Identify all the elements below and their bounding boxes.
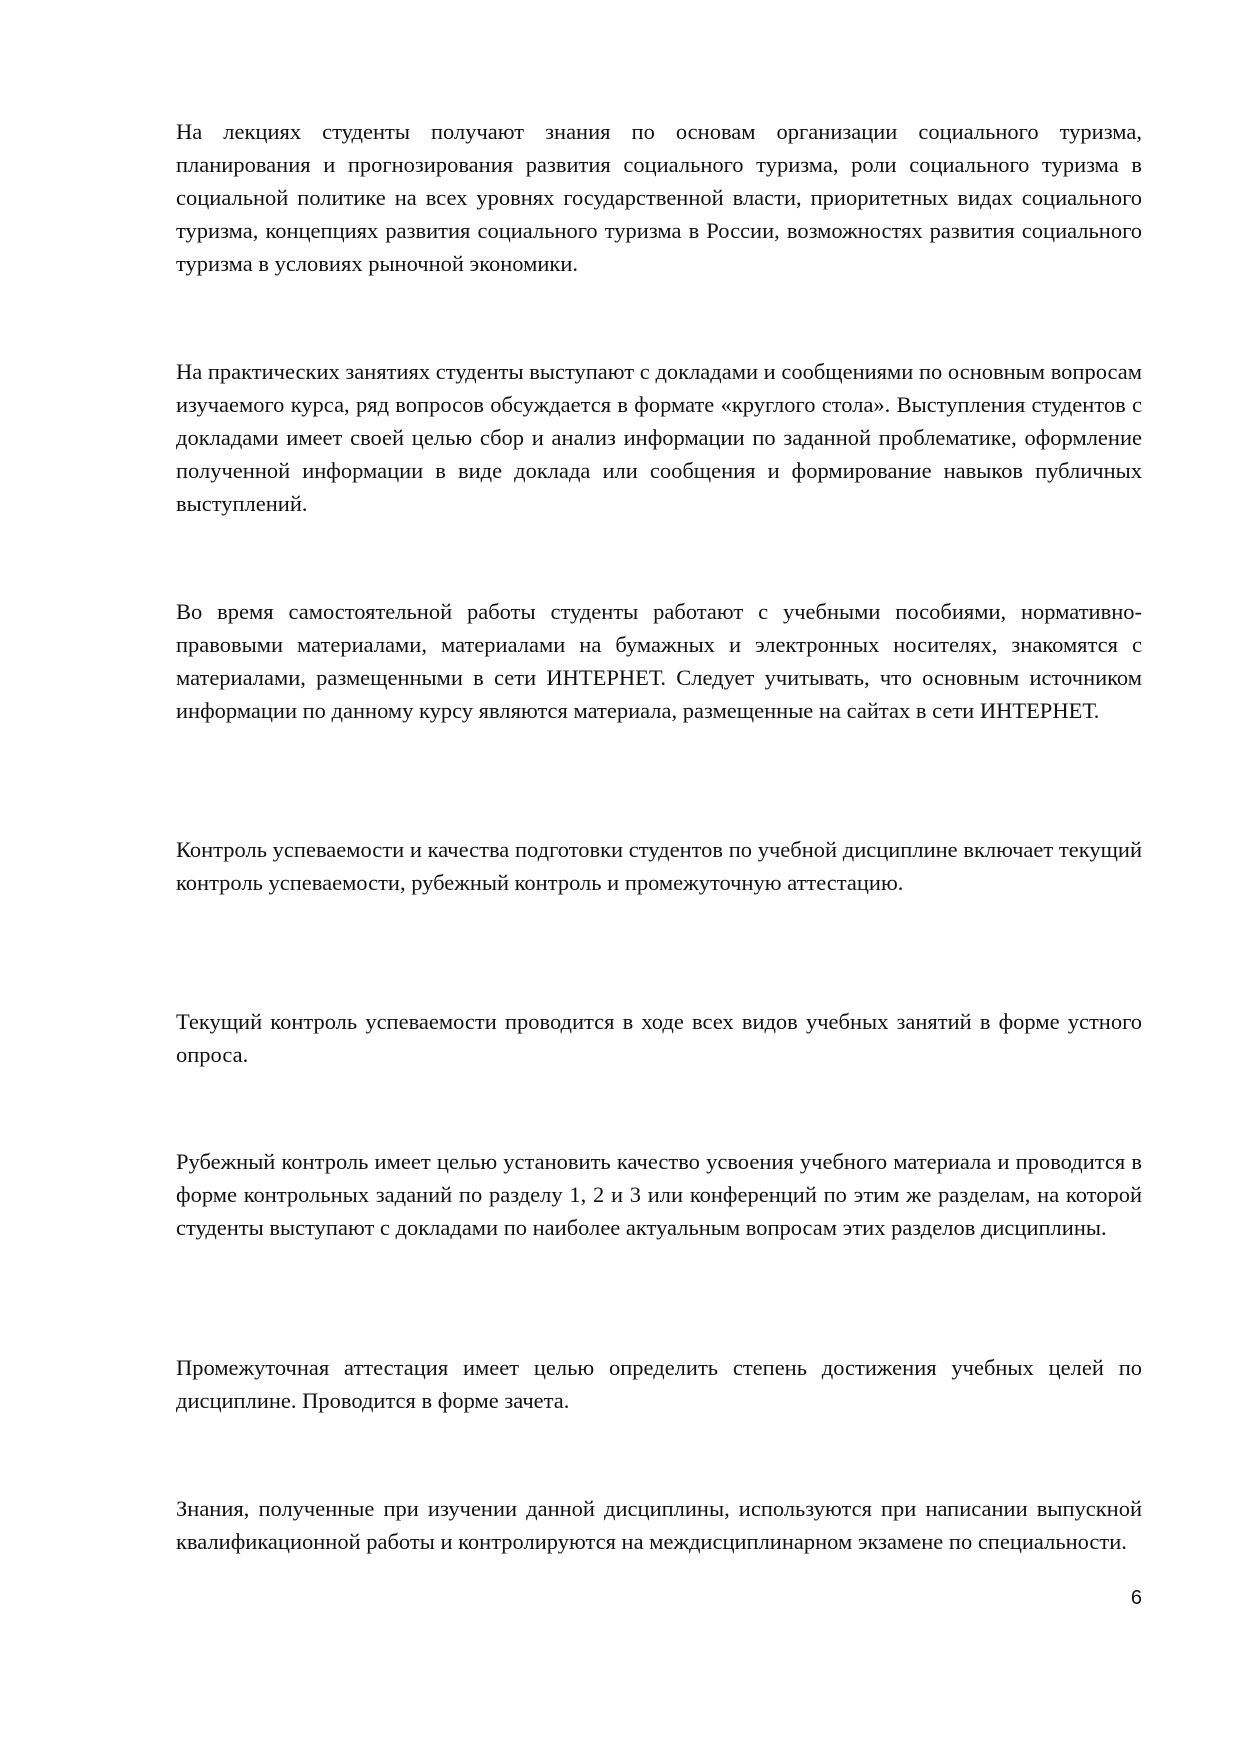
page-number: 6 (1130, 1587, 1142, 1609)
paragraph-milestone-control: Рубежный контроль имеет целью установить качество усвоения учебного материала и проводится в форме контрольных заданий по разделу 1, 2 и 3 или конференций по этим же разделам, на которой студенты выступают с докладами по наиболее актуальным вопросам этих разделов дисциплины. (176, 1149, 1142, 1240)
paragraph-progress-control: Контроль успеваемости и качества подготовки студентов по учебной дисциплине включает текущий контроль успеваемости, рубежный контроль и промежуточную аттестацию. (176, 837, 1142, 895)
paragraph-independent-work: Во время самостоятельной работы студенты работают с учебными пособиями, нормативно-правовыми материалами, материалами на бумажных и электронных носителях, знакомятся с материалами, размещенными в сети ИНТЕРНЕТ. Следует учитывать, что основным источником информации по данному курсу являются материала, размещенные на сайтах в сети ИНТЕРНЕТ. (176, 599, 1142, 723)
paragraph-current-control: Текущий контроль успеваемости проводится в ходе всех видов учебных занятий в форме устного опроса. (176, 1009, 1142, 1067)
paragraph-intermediate-certification: Промежуточная аттестация имеет целью определить степень достижения учебных целей по дисциплине. Проводится в форме зачета. (176, 1355, 1142, 1413)
paragraph-practical-classes: На практических занятиях студенты выступают с докладами и сообщениями по основным вопросам изучаемого курса, ряд вопросов обсуждается в формате «круглого стола». Выступления студентов с докладами имеет своей целью сбор и анализ информации по заданной проблематике, оформление полученной информации в виде доклада или сообщения и формирование навыков публичных выступлений. (176, 359, 1142, 516)
paragraph-knowledge-usage: Знания, полученные при изучении данной дисциплины, используются при написании выпускной квалификационной работы и контролируются на междисциплинарном экзамене по специальности. (176, 1496, 1142, 1554)
paragraph-lectures: На лекциях студенты получают знания по основам организации социального туризма, планирования и прогнозирования развития социального туризма, роли социального туризма в социальной политике на всех уровнях государственной власти, приоритетных видах социального туризма, концепциях развития социального туризма в России, возможностях развития социального туризма в условиях рыночной экономики. (176, 119, 1142, 276)
